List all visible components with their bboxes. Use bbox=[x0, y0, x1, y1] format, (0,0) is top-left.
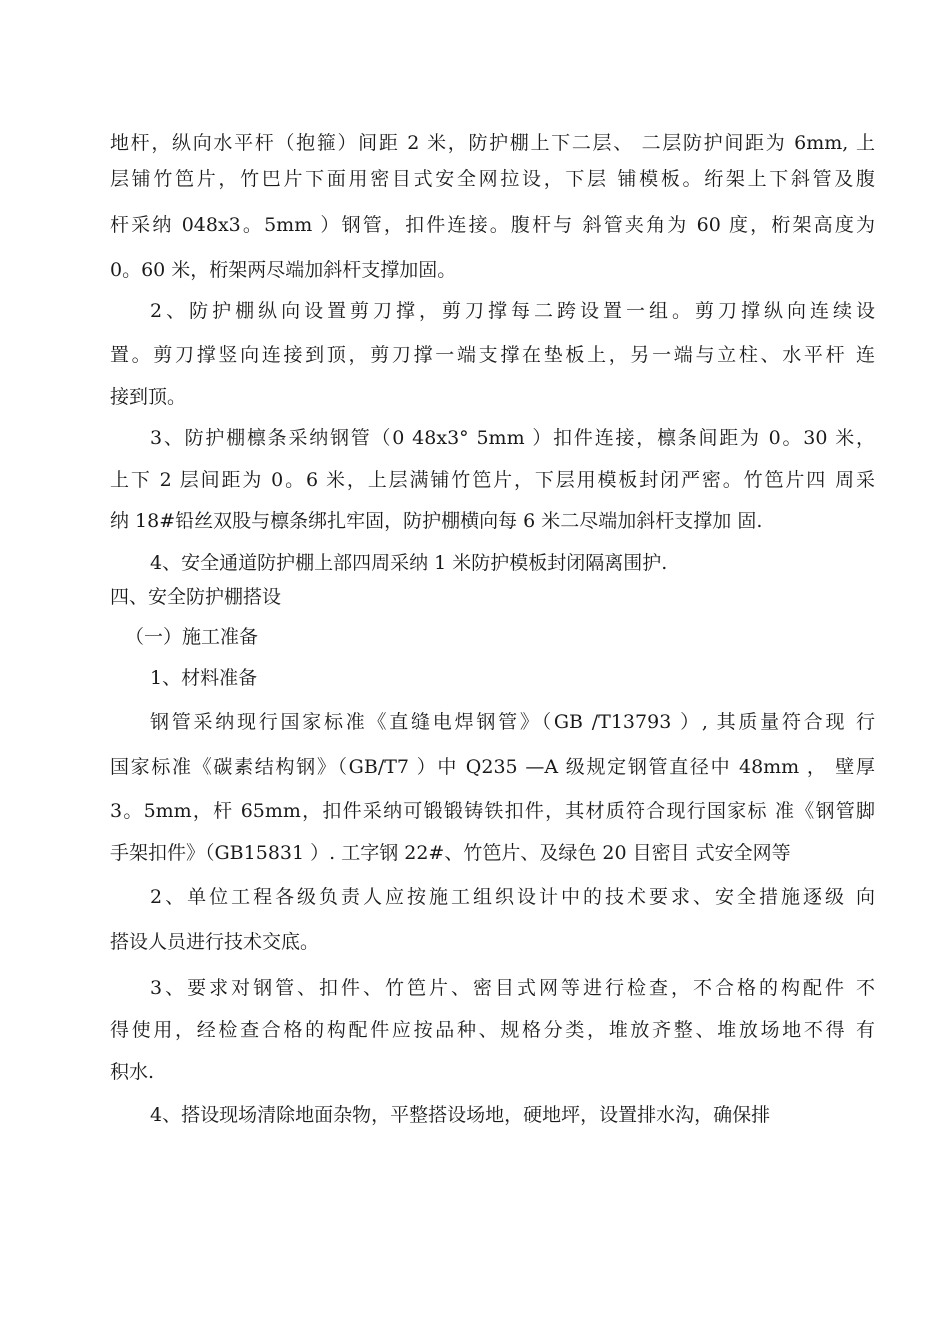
item-heading: 1、材料准备 bbox=[150, 667, 258, 689]
paragraph-line: 积水. bbox=[110, 1061, 155, 1083]
paragraph-line: 2、单位工程各级负责人应按施工组织设计中的技术要求、安全措施逐级 向 bbox=[150, 886, 875, 908]
paragraph-line: 3。5mm，杆 65mm，扣件采纳可锻锻铸铁扣件，其材质符合现行国家标 准《钢管脚 bbox=[110, 800, 875, 822]
paragraph-line: 4、搭设现场清除地面杂物，平整搭设场地，硬地坪，设置排水沟，确保排 bbox=[150, 1104, 771, 1126]
paragraph-line: 4、安全通道防护棚上部四周采纳 1 米防护模板封闭隔离围护. bbox=[150, 552, 668, 574]
section-heading: 四、安全防护棚搭设 bbox=[110, 586, 282, 608]
paragraph-line: 上下 2 层间距为 0。6 米，上层满铺竹笆片，下层用模板封闭严密。竹笆片四 周采 bbox=[110, 469, 875, 491]
paragraph-line: 0。60 米，桁架两尽端加斜杆支撑加固。 bbox=[110, 259, 457, 281]
paragraph-line: 地杆，纵向水平杆（抱箍）间距 2 米，防护棚上下二层、 二层防护间距为 6mm, 上 bbox=[110, 132, 875, 154]
paragraph-line: 置。剪刀撑竖向连接到顶，剪刀撑一端支撑在垫板上，另一端与立柱、水平杆 连 bbox=[110, 344, 875, 366]
paragraph-line: 手架扣件》（GB15831 ）. 工字钢 22#、竹笆片、及绿色 20 目密目 式安全网等 bbox=[110, 842, 791, 864]
paragraph-line: 得使用，经检查合格的构配件应按品种、规格分类，堆放齐整、堆放场地不得 有 bbox=[110, 1019, 875, 1041]
paragraph-line: 层铺竹笆片，竹巴片下面用密目式安全网拉设，下层 铺模板。绗架上下斜管及腹 bbox=[110, 168, 875, 190]
paragraph-line: 国家标准《碳素结构钢》（GB/T7 ）中 Q235 —A 级规定钢管直径中 48mm ， 壁厚 bbox=[110, 756, 875, 778]
paragraph-line: 2、防护棚纵向设置剪刀撑，剪刀撑每二跨设置一组。剪刀撑纵向连续设 bbox=[150, 300, 875, 322]
paragraph-line: 杆采纳 048x3。5mm ）钢管，扣件连接。腹杆与 斜管夹角为 60 度，桁架高度为 bbox=[110, 214, 875, 236]
paragraph-line: 搭设人员进行技术交底。 bbox=[110, 931, 320, 953]
paragraph-line: 钢管采纳现行国家标准《直缝电焊钢管》（GB /T13793 ）, 其质量符合现 行 bbox=[150, 711, 875, 733]
paragraph-line: 纳 18#铅丝双股与檩条绑扎牢固，防护棚横向每 6 米二尽端加斜杆支撑加 固. bbox=[110, 510, 763, 532]
paragraph-line: 3、防护棚檩条采纳钢管（0 48x3° 5mm ）扣件连接，檩条间距为 0。30 米， bbox=[150, 427, 875, 449]
paragraph-line: 3、要求对钢管、扣件、竹笆片、密目式网等进行检查，不合格的构配件 不 bbox=[150, 977, 875, 999]
subsection-heading: （一）施工准备 bbox=[125, 626, 259, 648]
paragraph-line: 接到顶。 bbox=[110, 386, 187, 408]
